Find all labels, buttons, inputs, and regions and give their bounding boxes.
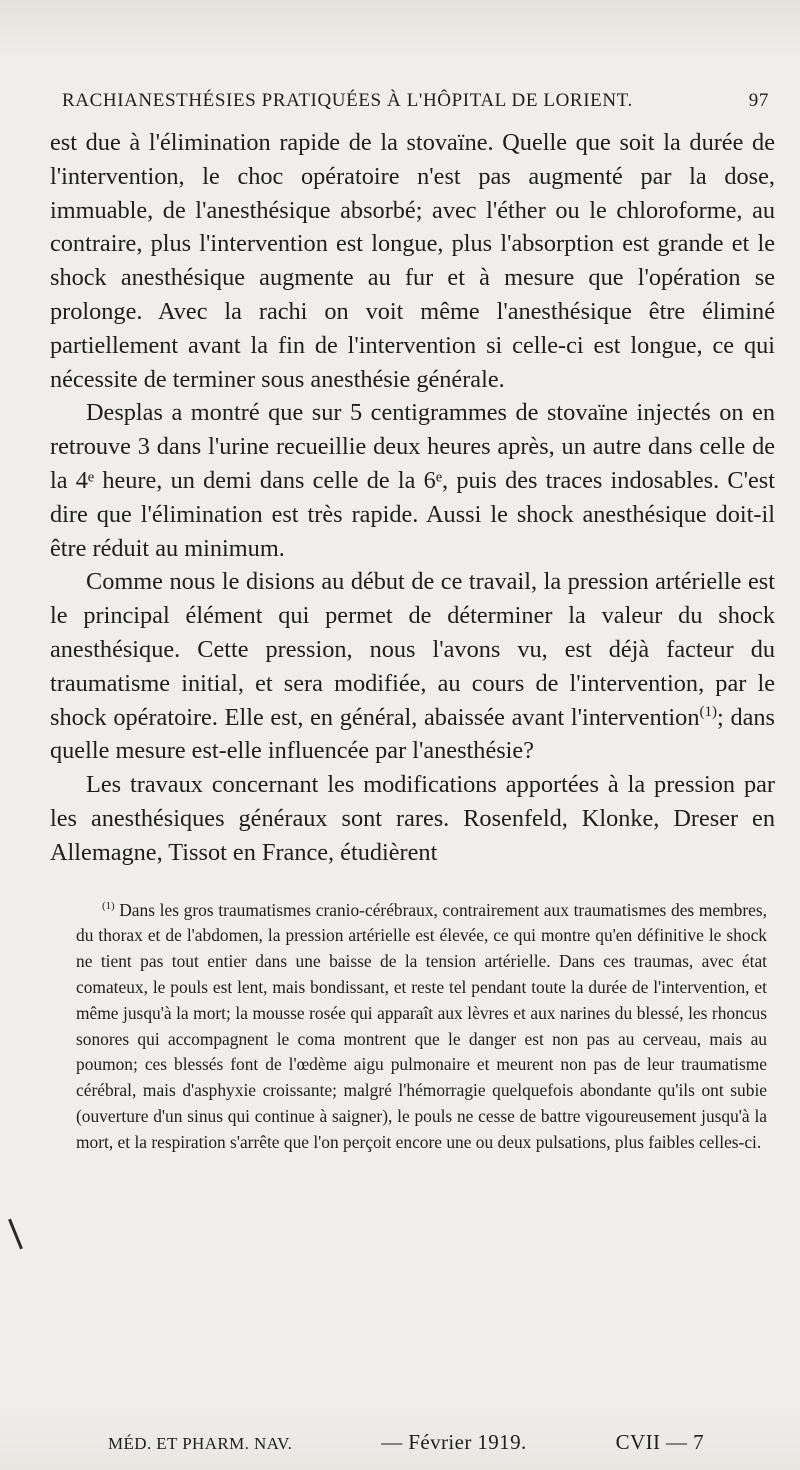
page-number: 97 bbox=[748, 90, 769, 111]
footer-journal: MÉD. ET PHARM. NAV. bbox=[108, 1434, 293, 1453]
margin-pencil-mark bbox=[8, 1219, 23, 1250]
footnote-reference: (1) bbox=[699, 703, 718, 720]
footnote-paragraph bbox=[76, 898, 767, 1156]
footer-signature: CVII — 7 bbox=[615, 1430, 704, 1454]
paragraph-3-text: Comme nous le disions au début de ce travail, la pression artérielle est le principal élément qui permet de déterminer la valeur du shock anesthésique. Cette pression, nous l'avons vu, est déjà facteur du traumatisme initial, et sera modifiée, au cours de l'intervention, par le shock opératoire. Elle est, en général, abaissée avant l'intervention bbox=[50, 568, 775, 731]
footnote bbox=[76, 898, 767, 1156]
footnote-marker: (1) bbox=[102, 899, 115, 912]
running-title: RACHIANESTHÉSIES PRATIQUÉES À L'HÔPITAL DE LORIENT. bbox=[62, 90, 633, 111]
paragraph-1: est due à l'élimination rapide de la stovaïne. Quelle que soit la durée de l'intervention, le choc opératoire n'est pas augmenté par la dose, immuable, de l'anesthésique absorbé; avec l'éther ou le chloroforme, au contraire, plus l'intervention est longue, plus l'absorption est grande et le shock anesthésique augmente au fur et à mesure que l'opération se prolonge. Avec la rachi on voit même l'anesthésique être éliminé partiellement avant la fin de l'intervention si celle-ci est longue, ce qui nécessite de terminer sous anesthésie générale. bbox=[50, 129, 775, 393]
paragraph-4: Les travaux concernant les modifications apportées à la pression par les anesthésiques généraux sont rares. Rosenfeld, Klonke, Dreser en Allemagne, Tissot en France, étudièrent bbox=[50, 771, 775, 866]
paragraph-3 bbox=[50, 565, 775, 768]
running-header bbox=[62, 90, 769, 120]
paragraph-2: Desplas a montré que sur 5 centigrammes de stovaïne injectés on en retrouve 3 dans l'urine recueillie deux heures après, un autre dans celle de la 4ᵉ heure, un demi dans celle de la 6ᵉ, puis des traces indosables. C'est dire que l'élimination est très rapide. Aussi le shock anesthésique doit-il être réduit au minimum. bbox=[50, 399, 775, 562]
footnote-text: Dans les gros traumatismes cranio-cérébraux, contrairement aux traumatismes des membres, du thorax et de l'abdomen, la pression artérielle est élevée, ce qui montre qu'en définitive le shock ne tient pas tout entier dans une baisse de la tension artérielle. Dans ces traumas, avec état comateux, le pouls est lent, mais bondissant, et reste tel pendant toute la durée de l'intervention, et même jusqu'à la mort; la mousse rosée qui apparaît aux lèvres et aux narines du blessé, les rhoncus sonores qui accompagnent le coma montrent que le danger est non pas au cerveau, mais au poumon; ces blessés font de l'œdème aigu pulmonaire et meurent non pas de leur traumatisme cérébral, mais d'asphyxie croissante; malgré l'hémorragie quelquefois abondante qu'ils ont subie (ouverture d'un sinus qui continue à saigner), le pouls ne cesse de battre vigoureusement jusqu'à la mort, et la respiration s'arrête que l'on perçoit encore une ou deux pulsations, plus faibles celles-ci. bbox=[76, 899, 767, 1152]
paragraph-3-continuation: ; dans quelle mesure est-elle influencée par l'anesthésie? bbox=[50, 703, 775, 765]
main-text bbox=[50, 126, 775, 870]
footer-date: — Février 1919. bbox=[381, 1430, 527, 1454]
page-footer bbox=[108, 1430, 704, 1455]
